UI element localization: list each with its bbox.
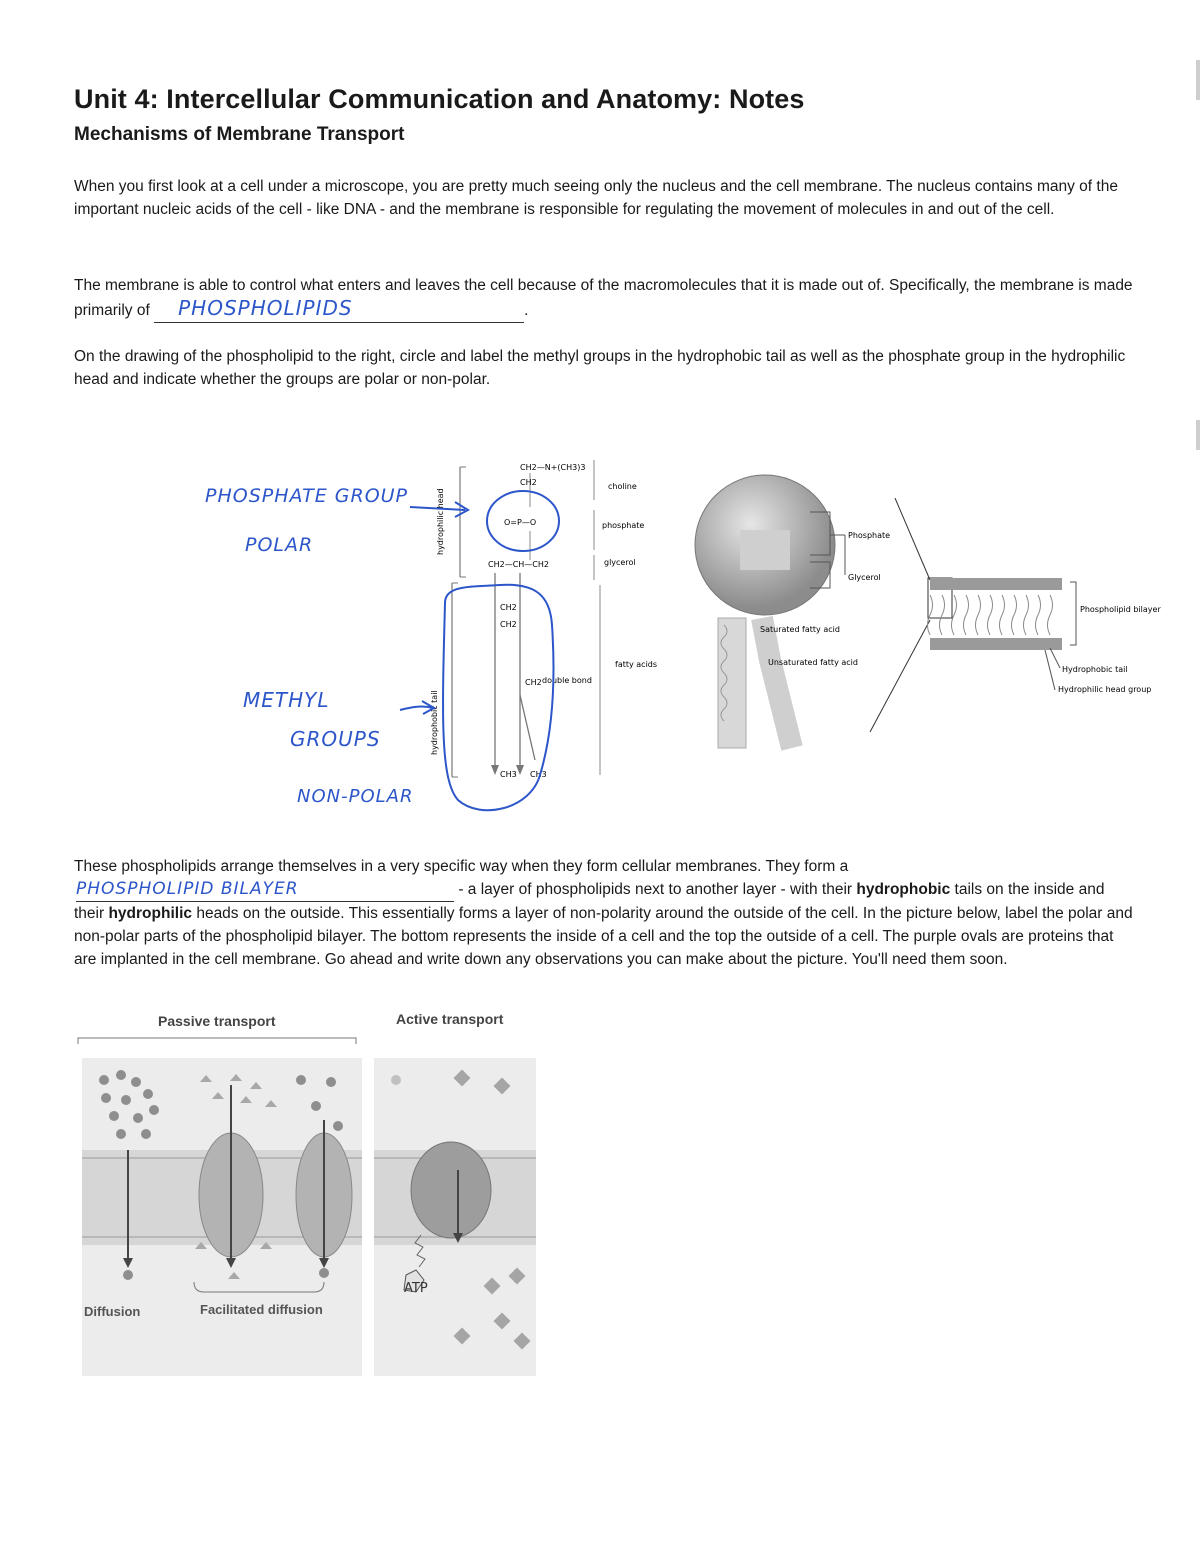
handwritten-methyl: METHYL xyxy=(243,688,330,712)
handwritten-answer-bilayer: PHOSPHOLIPID BILAYER xyxy=(76,879,299,899)
head-bracket-label: hydrophilic head xyxy=(436,488,445,555)
bilayer-diagram xyxy=(680,460,1161,760)
page-title: Unit 4: Intercellular Communication and Anatomy: Notes xyxy=(74,84,805,114)
paragraph-bilayer-mid1: - a layer of phospholipids next to another layer - with their xyxy=(458,881,857,898)
paragraph-membrane xyxy=(74,274,1134,323)
paragraph-membrane-text: The membrane is able to control what enters and leaves the cell because of the macromolecules that it is made out of. Specifically, the membrane is made primarily of xyxy=(74,277,1133,319)
answer-blank-1 xyxy=(154,297,524,323)
formula-phosphate: O=P—O xyxy=(504,518,537,527)
formula-chain-1: CH2 xyxy=(500,603,517,612)
paragraph-bilayer xyxy=(74,855,1134,971)
formula-chain-3: CH2 xyxy=(525,678,542,687)
paragraph-bilayer-rest: heads on the outside. This essentially forms a layer of non-polarity around the outside of the cell. In the picture below, label the polar and non-polar parts of the phospholipid bilayer. The bottom represents the inside of a cell and the top the outside of a cell. The purple ovals are proteins that are implanted in the cell membrane. Go ahead and write down any observations you can make about the picture. You'll need them soon. xyxy=(74,905,1133,968)
label-active-transport: Active transport xyxy=(396,1011,504,1027)
handwritten-polar: POLAR xyxy=(245,534,314,556)
label-phosphate: phosphate xyxy=(602,521,645,530)
formula-methyl-2: CH3 xyxy=(530,770,547,779)
label-saturated: Saturated fatty acid xyxy=(760,625,840,634)
handwritten-groups: GROUPS xyxy=(290,727,381,751)
label-fatty-acids: fatty acids xyxy=(615,660,658,669)
label-double-bond: double bond xyxy=(542,676,592,685)
bold-hydrophobic: hydrophobic xyxy=(856,881,951,898)
atp-label: ATP xyxy=(404,1281,428,1296)
paragraph-intro: When you first look at a cell under a microscope, you are pretty much seeing only the nucleus and the cell membrane. The nucleus contains many of the important nucleic acids of the cell - like DNA - and the membrane is responsible for regulating the movement of molecules in and out of the cell. xyxy=(74,178,1118,218)
bold-hydrophilic: hydrophilic xyxy=(108,905,193,922)
label-hydrophilic-head: Hydrophilic head group xyxy=(1058,685,1152,694)
label-passive-transport: Passive transport xyxy=(158,1013,276,1029)
paragraph-instructions: On the drawing of the phospholipid to the right, circle and label the methyl groups in the hydrophobic tail as well as the phosphate group in the hydrophilic head and indicate whether the groups are polar or non-polar. xyxy=(74,348,1126,388)
formula-methyl-1: CH3 xyxy=(500,770,517,779)
label-unsaturated: Unsaturated fatty acid xyxy=(768,658,858,667)
label-hydrophobic-tail: Hydrophobic tail xyxy=(1062,665,1128,674)
label-facilitated-diffusion: Facilitated diffusion xyxy=(200,1302,323,1317)
paragraph-bilayer-mid2: tails on the inside and their xyxy=(74,881,1105,922)
label-diffusion: Diffusion xyxy=(84,1304,141,1319)
handwritten-answer-phospholipids: PHOSPHOLIPIDS xyxy=(178,296,353,320)
label-bilayer: Phospholipid bilayer xyxy=(1080,605,1161,614)
scan-edge-top xyxy=(1196,60,1200,100)
period: . xyxy=(524,302,529,319)
formula-chain-2: CH2 xyxy=(500,620,517,629)
formula-top: CH2—N+(CH3)3 xyxy=(520,463,586,472)
transport-figure xyxy=(76,1030,546,1380)
paragraph-bilayer-intro: These phospholipids arrange themselves in a very specific way when they form cellular membranes. They form a xyxy=(74,858,849,875)
label-glycerol: glycerol xyxy=(604,558,636,567)
formula-glycerol: CH2—CH—CH2 xyxy=(488,560,549,569)
tail-bracket-label: hydrophobic tail xyxy=(430,690,439,755)
label-choline: choline xyxy=(608,482,637,491)
phospholipid-diagram xyxy=(190,455,670,820)
label-glycerol-2: Glycerol xyxy=(848,573,881,582)
formula-ch2: CH2 xyxy=(520,478,537,487)
scan-edge-mid xyxy=(1196,420,1200,450)
label-phosphate-2: Phosphate xyxy=(848,531,891,540)
handwritten-phosphate-group: PHOSPHATE GROUP xyxy=(205,485,409,507)
section-subtitle: Mechanisms of Membrane Transport xyxy=(74,124,405,145)
handwritten-non-polar: NON-POLAR xyxy=(297,786,414,807)
answer-blank-2 xyxy=(76,878,454,902)
